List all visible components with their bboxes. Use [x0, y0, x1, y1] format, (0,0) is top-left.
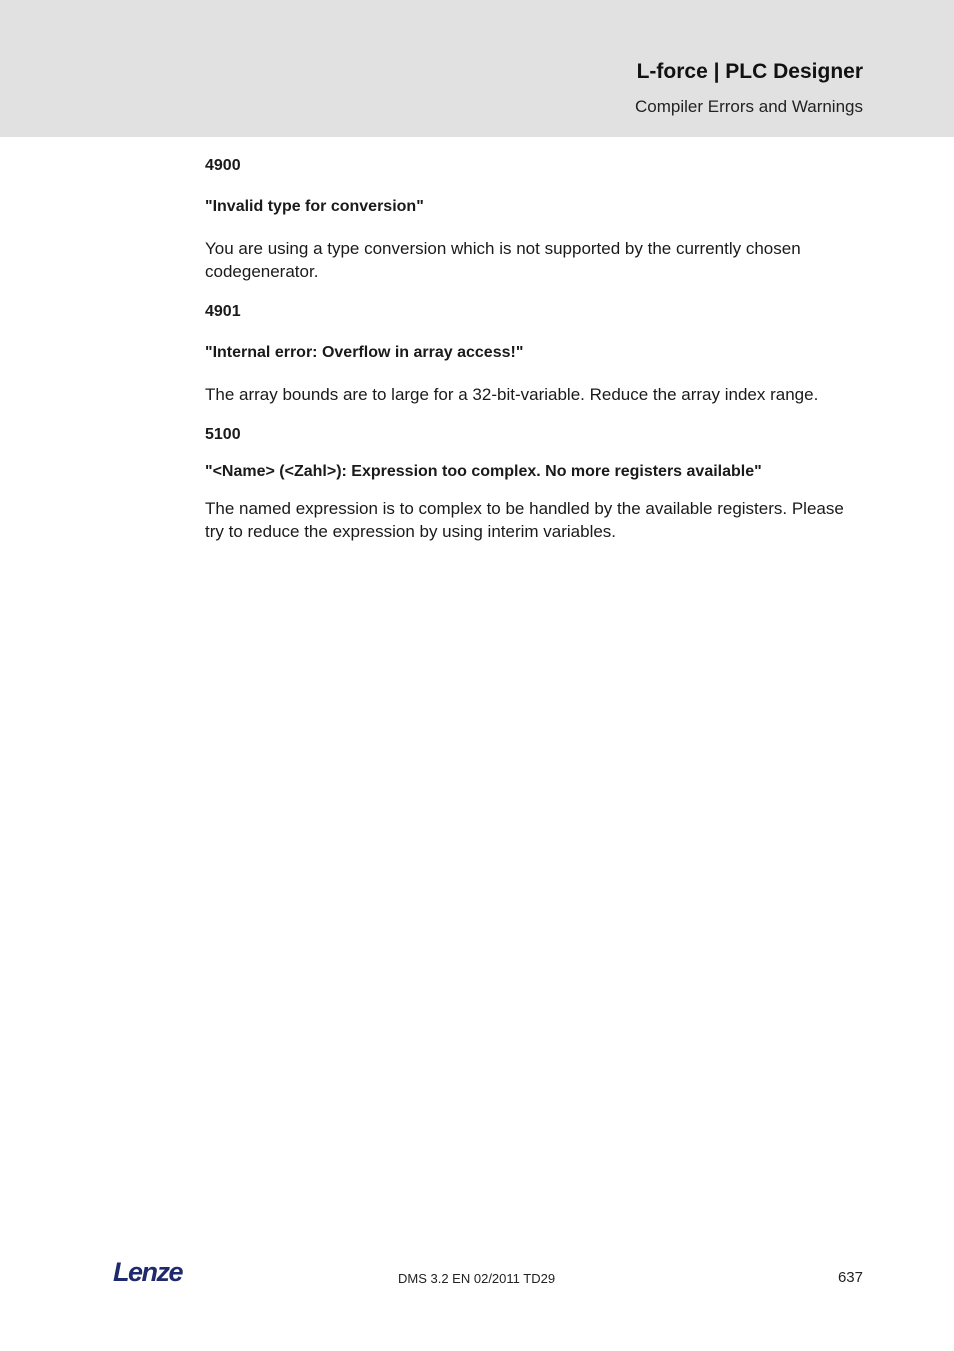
page-header	[0, 0, 954, 137]
header-title: L-force | PLC Designer	[636, 60, 863, 83]
error-description: The named expression is to complex to be handled by the available registers. Please try to reduce the expression by using interim variables.	[205, 499, 844, 541]
error-code: 4901	[205, 303, 241, 320]
error-description: The array bounds are to large for a 32-bit-variable. Reduce the array index range.	[205, 385, 819, 404]
error-message: "<Name> (<Zahl>): Expression too complex. No more registers available"	[205, 463, 762, 480]
footer-doc-id: DMS 3.2 EN 02/2011 TD29	[398, 1271, 556, 1286]
error-message: "Invalid type for conversion"	[205, 198, 424, 215]
header-subtitle: Compiler Errors and Warnings	[635, 97, 863, 116]
error-description: You are using a type conversion which is not supported by the currently chosen codegenerator.	[205, 239, 801, 281]
lenze-logo: Lenze	[113, 1257, 183, 1287]
error-code: 5100	[205, 426, 241, 443]
error-message: "Internal error: Overflow in array access!"	[205, 344, 524, 361]
page-number: 637	[837, 1269, 863, 1286]
error-code: 4900	[205, 157, 241, 174]
